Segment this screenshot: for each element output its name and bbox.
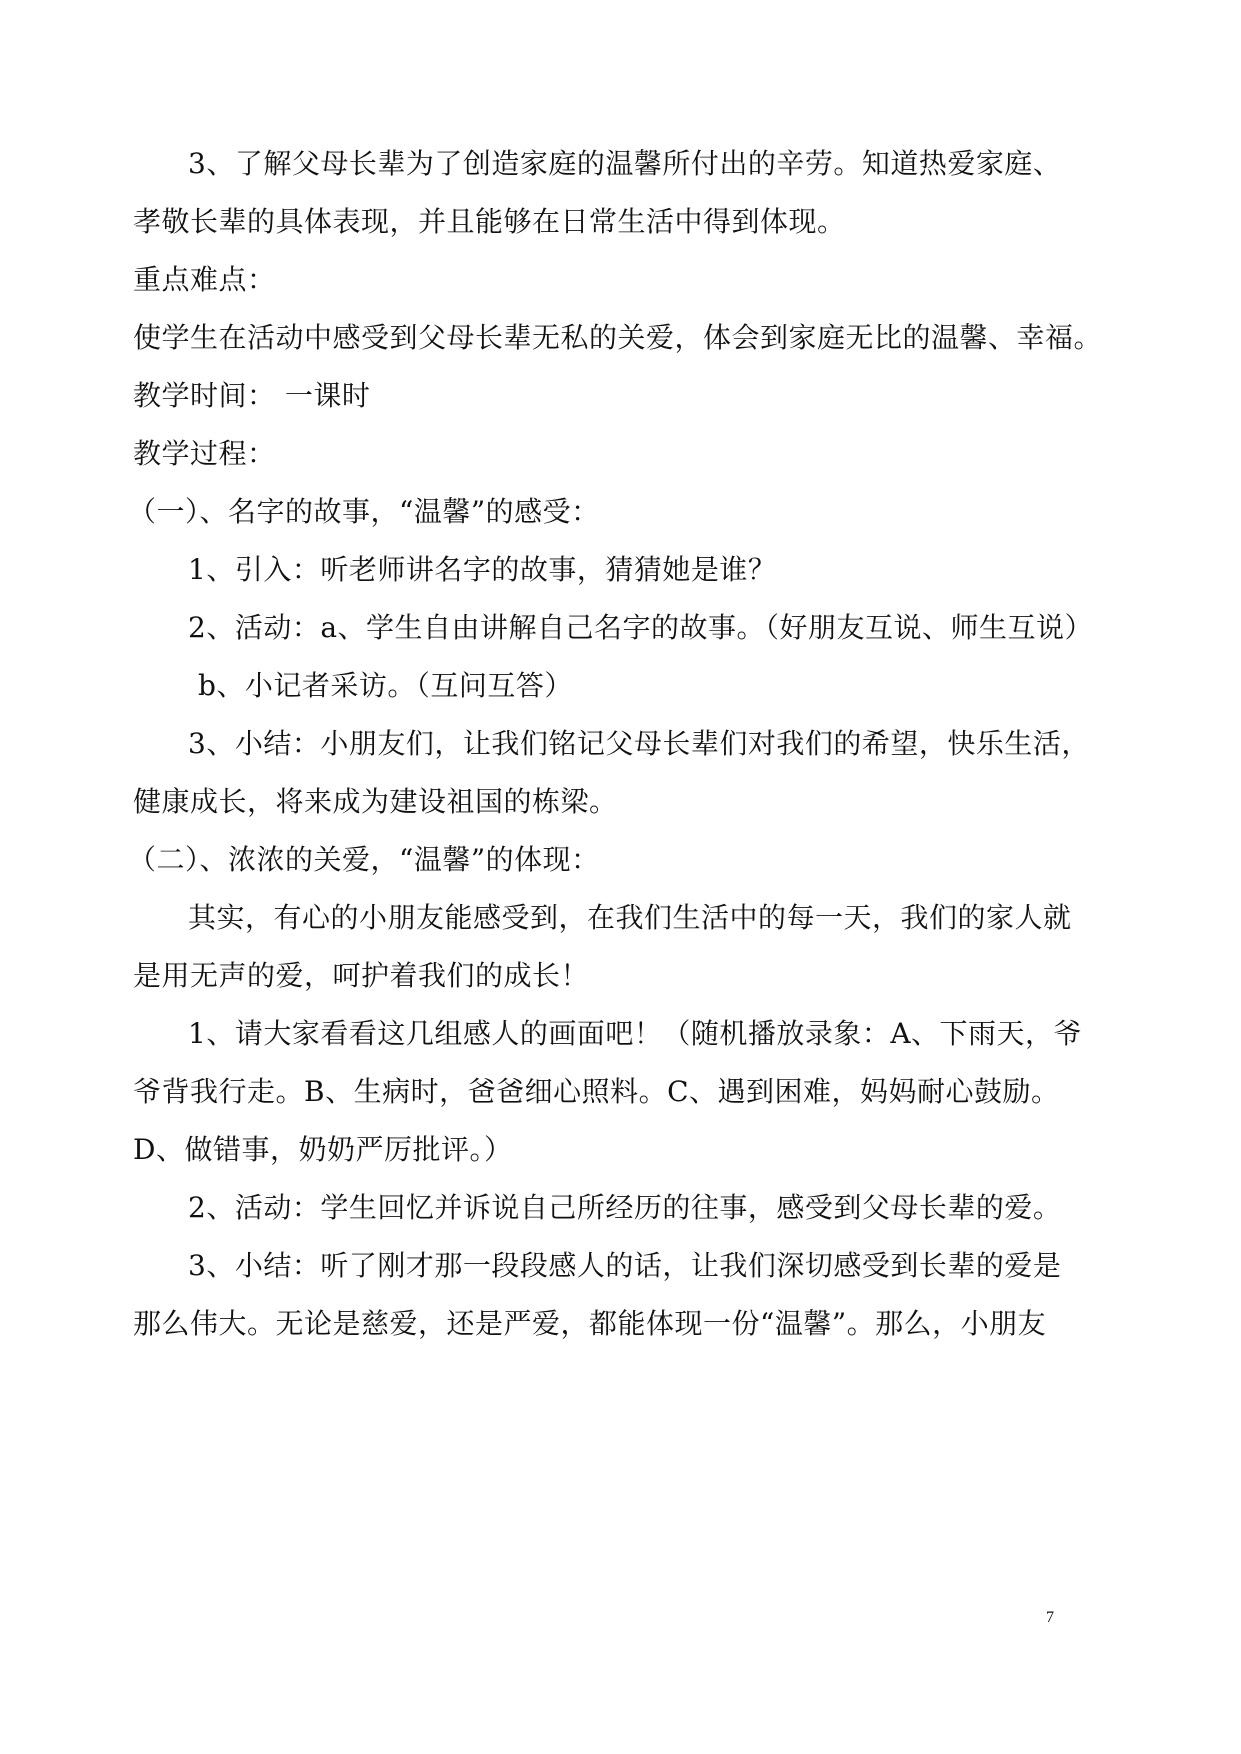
text-line: 3、小结：小朋友们，让我们铭记父母长辈们对我们的希望，快乐生活，: [188, 727, 1090, 760]
text-line: 3、小结：听了刚才那一段段感人的话，让我们深切感受到长辈的爱是: [188, 1249, 1062, 1282]
text-line: 孝敬长辈的具体表现，并且能够在日常生活中得到体现。: [133, 205, 846, 238]
page-number: 7: [1046, 1609, 1054, 1626]
text-line: 1、引入：听老师讲名字的故事，猜猜她是谁？: [188, 553, 777, 586]
text-line: 教学时间： 一课时: [133, 379, 371, 412]
text-line: 其实，有心的小朋友能感受到，在我们生活中的每一天，我们的家人就: [188, 901, 1072, 934]
text-line: 爷背我行走。B、生病时，爸爸细心照料。C、遇到困难，妈妈耐心鼓励。: [133, 1075, 1060, 1108]
text-line: 2、活动：学生回忆并诉说自己所经历的往事，感受到父母长辈的爱。: [188, 1191, 1062, 1224]
text-line: b、小记者采访。（互问互答）: [198, 669, 573, 702]
text-line: 2、活动：a、学生自由讲解自己名字的故事。（好朋友互说、师生互说）: [188, 611, 1094, 644]
section-heading: 重点难点：: [133, 263, 276, 296]
text-line: 使学生在活动中感受到父母长辈无私的关爱，体会到家庭无比的温馨、幸福。: [133, 321, 1103, 354]
text-line: 是用无声的爱，呵护着我们的成长！: [133, 959, 590, 992]
section-heading: （一）、名字的故事，“温馨”的感受：: [128, 495, 600, 528]
section-heading: （二）、浓浓的关爱，“温馨”的体现：: [128, 843, 600, 876]
text-line: 1、请大家看看这几组感人的画面吧！（随机播放录象：A、下雨天，爷: [188, 1017, 1083, 1050]
text-line: 3、了解父母长辈为了创造家庭的温馨所付出的辛劳。知道热爱家庭、: [188, 147, 1062, 180]
section-heading: 教学过程：: [133, 437, 276, 470]
text-line: 健康成长，将来成为建设祖国的栋梁。: [133, 785, 618, 818]
text-line: D、做错事，奶奶严厉批评。）: [133, 1133, 513, 1166]
text-line: 那么伟大。无论是慈爱，还是严爱，都能体现一份“温馨”。那么，小朋友: [133, 1307, 1047, 1340]
